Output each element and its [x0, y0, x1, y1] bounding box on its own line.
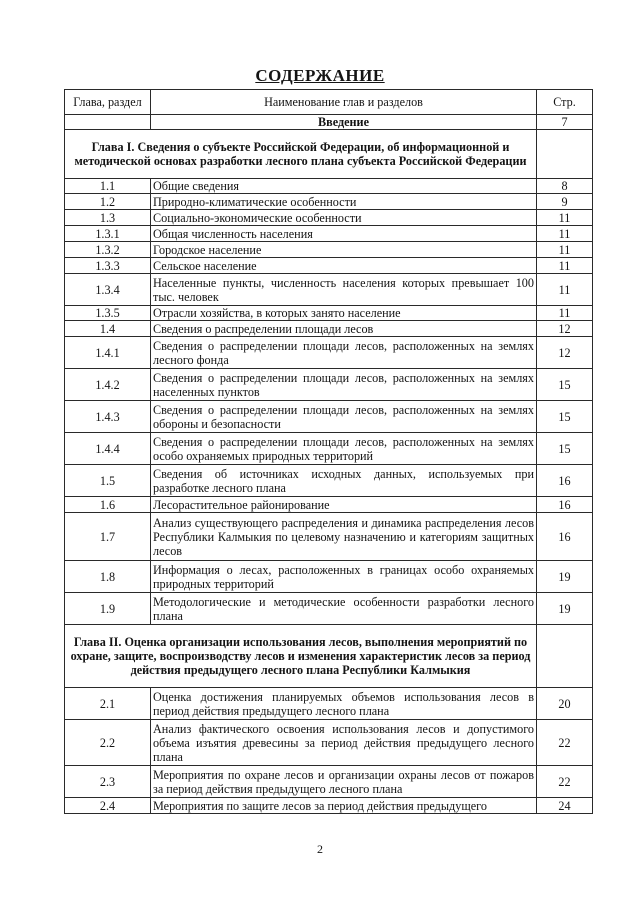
- row-page: 8: [537, 179, 593, 194]
- table-row: [65, 593, 593, 625]
- table-row: [65, 465, 593, 497]
- chapter-page-cell: [537, 625, 593, 688]
- row-num: 2.2: [65, 720, 151, 766]
- row-num: 1.4.4: [65, 433, 151, 465]
- row-name: Информация о лесах, расположенных в границах особо охраняемых природных территорий: [151, 561, 537, 593]
- row-num: 1.3.1: [65, 226, 151, 242]
- row-name: Общая численность населения: [151, 226, 537, 242]
- row-num: 1.1: [65, 179, 151, 194]
- row-num: 1.3: [65, 210, 151, 226]
- row-num: 2.4: [65, 798, 151, 814]
- table-row: [65, 513, 593, 561]
- table-row: [65, 798, 593, 814]
- row-page: 9: [537, 194, 593, 210]
- table-header-row: [65, 90, 593, 115]
- table-row: [65, 274, 593, 306]
- row-page: 11: [537, 274, 593, 306]
- row-name: Мероприятия по охране лесов и организации охраны лесов от пожаров за период действия предыдущего лесного плана: [151, 766, 537, 798]
- row-num: 1.4.2: [65, 369, 151, 401]
- row-name: Населенные пункты, численность населения которых превышает 100 тыс. человек: [151, 274, 537, 306]
- row-name: Мероприятия по защите лесов за период действия предыдущего: [151, 798, 537, 814]
- row-name: Оценка достижения планируемых объемов использования лесов в период действия предыдущего лесного плана: [151, 688, 537, 720]
- table-row: [65, 561, 593, 593]
- table-row: [65, 242, 593, 258]
- row-page: 15: [537, 433, 593, 465]
- row-num: 1.2: [65, 194, 151, 210]
- table-row: [65, 766, 593, 798]
- row-name: Сведения об источниках исходных данных, используемых при разработке лесного плана: [151, 465, 537, 497]
- row-page: 19: [537, 561, 593, 593]
- table-row: [65, 306, 593, 321]
- row-page: 22: [537, 720, 593, 766]
- row-num: 1.3.5: [65, 306, 151, 321]
- row-num: 1.8: [65, 561, 151, 593]
- row-name: Сведения о распределении площади лесов, расположенных на землях обороны и безопасности: [151, 401, 537, 433]
- intro-row: [65, 115, 593, 130]
- header-page: Стр.: [537, 90, 593, 115]
- row-num: 1.9: [65, 593, 151, 625]
- table-row: [65, 369, 593, 401]
- row-page: 16: [537, 497, 593, 513]
- row-page: 11: [537, 226, 593, 242]
- header-name: Наименование глав и разделов: [151, 90, 537, 115]
- chapter-row: [65, 625, 593, 688]
- table-row: [65, 720, 593, 766]
- row-name: Отрасли хозяйства, в которых занято население: [151, 306, 537, 321]
- intro-num: [65, 115, 151, 130]
- row-name: Лесорастительное районирование: [151, 497, 537, 513]
- row-page: 24: [537, 798, 593, 814]
- row-page: 15: [537, 401, 593, 433]
- row-name: Общие сведения: [151, 179, 537, 194]
- table-row: [65, 194, 593, 210]
- chapter-page-cell: [537, 130, 593, 179]
- row-num: 1.4.3: [65, 401, 151, 433]
- page-number: 2: [317, 842, 323, 856]
- row-name: Анализ существующего распределения и динамика распределения лесов Республики Калмыкия по целевому назначению и категориям защитных лесов: [151, 513, 537, 561]
- table-row: [65, 497, 593, 513]
- table-row: [65, 226, 593, 242]
- row-page: 12: [537, 321, 593, 337]
- row-num: 2.1: [65, 688, 151, 720]
- row-name: Сведения о распределении площади лесов, расположенных на землях населенных пунктов: [151, 369, 537, 401]
- row-num: 1.4.1: [65, 337, 151, 369]
- header-section: Глава, раздел: [65, 90, 151, 115]
- chapter-title: Глава II. Оценка организации использования лесов, выполнения мероприятий по охране, защите, воспроизводству лесов и изменения характеристик лесов за период действия предыдущего лесного плана Республики Калмыкия: [65, 625, 537, 688]
- row-name: Природно-климатические особенности: [151, 194, 537, 210]
- row-page: 11: [537, 242, 593, 258]
- row-page: 16: [537, 465, 593, 497]
- document-title: СОДЕРЖАНИЕ: [255, 66, 385, 85]
- row-name: Анализ фактического освоения использования лесов и допустимого объема изъятия древесины за период действия предыдущего лесного плана: [151, 720, 537, 766]
- table-row: [65, 321, 593, 337]
- row-num: 1.3.2: [65, 242, 151, 258]
- row-name: Сведения о распределении площади лесов, расположенных на землях особо охраняемых природных территорий: [151, 433, 537, 465]
- row-page: 15: [537, 369, 593, 401]
- row-name: Социально-экономические особенности: [151, 210, 537, 226]
- row-name: Сведения о распределении площади лесов, расположенных на землях лесного фонда: [151, 337, 537, 369]
- row-name: Методологические и методические особенности разработки лесного плана: [151, 593, 537, 625]
- row-page: 12: [537, 337, 593, 369]
- table-row: [65, 688, 593, 720]
- row-num: 1.7: [65, 513, 151, 561]
- table-row: [65, 210, 593, 226]
- row-num: 1.4: [65, 321, 151, 337]
- chapter-title: Глава I. Сведения о субъекте Российской Федерации, об информационной и методической основах разработки лесного плана субъекта Российской Федерации: [65, 130, 537, 179]
- row-page: 11: [537, 258, 593, 274]
- contents-table: [64, 89, 593, 814]
- row-num: 1.6: [65, 497, 151, 513]
- intro-label: Введение: [151, 115, 537, 130]
- row-page: 19: [537, 593, 593, 625]
- row-page: 11: [537, 306, 593, 321]
- row-name: Городское население: [151, 242, 537, 258]
- row-name: Сведения о распределении площади лесов: [151, 321, 537, 337]
- row-page: 22: [537, 766, 593, 798]
- row-num: 1.5: [65, 465, 151, 497]
- intro-page: 7: [537, 115, 593, 130]
- row-num: 1.3.3: [65, 258, 151, 274]
- row-page: 16: [537, 513, 593, 561]
- chapter-row: [65, 130, 593, 179]
- table-row: [65, 433, 593, 465]
- table-row: [65, 337, 593, 369]
- table-row: [65, 401, 593, 433]
- row-page: 20: [537, 688, 593, 720]
- row-name: Сельское население: [151, 258, 537, 274]
- row-page: 11: [537, 210, 593, 226]
- row-num: 1.3.4: [65, 274, 151, 306]
- row-num: 2.3: [65, 766, 151, 798]
- table-row: [65, 179, 593, 194]
- table-row: [65, 258, 593, 274]
